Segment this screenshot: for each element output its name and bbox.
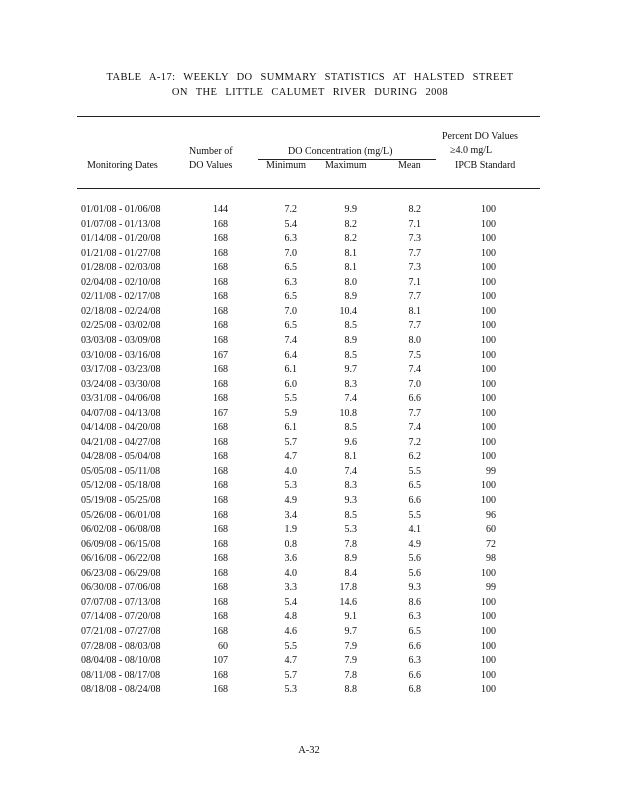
cell-monitoring-dates: 02/11/08 - 02/17/08 bbox=[81, 291, 161, 303]
cell-minimum: 6.3 bbox=[284, 233, 297, 245]
cell-monitoring-dates: 05/05/08 - 05/11/08 bbox=[81, 465, 161, 477]
cell-number-of-values: 168 bbox=[213, 567, 228, 579]
cell-mean: 6.6 bbox=[408, 495, 421, 506]
cell-percent-standard: 72 bbox=[486, 538, 496, 550]
cell-maximum: 7.9 bbox=[344, 640, 357, 652]
header-number-line1: Number of bbox=[189, 146, 233, 157]
cell-monitoring-dates: 06/09/08 - 06/15/08 bbox=[81, 538, 161, 550]
cell-number-of-values: 168 bbox=[213, 451, 228, 463]
cell-number-of-values: 168 bbox=[213, 422, 228, 434]
cell-mean: 7.4 bbox=[408, 364, 421, 376]
cell-maximum: 8.5 bbox=[344, 422, 357, 434]
cell-monitoring-dates: 03/24/08 - 03/30/08 bbox=[81, 378, 161, 390]
cell-percent-standard: 100 bbox=[481, 596, 496, 608]
cell-monitoring-dates: 02/25/08 - 03/02/08 bbox=[81, 320, 161, 332]
cell-monitoring-dates: 04/14/08 - 04/20/08 bbox=[81, 422, 161, 434]
cell-mean: 6.8 bbox=[408, 684, 421, 696]
cell-monitoring-dates: 03/03/08 - 03/09/08 bbox=[81, 334, 161, 346]
cell-mean: 7.1 bbox=[408, 276, 421, 288]
cell-number-of-values: 168 bbox=[213, 582, 228, 594]
cell-maximum: 9.1 bbox=[344, 611, 357, 623]
cell-minimum: 5.5 bbox=[284, 393, 297, 405]
cell-monitoring-dates: 07/21/08 - 07/27/08 bbox=[81, 625, 161, 637]
cell-number-of-values: 168 bbox=[213, 364, 228, 376]
cell-number-of-values: 168 bbox=[213, 596, 228, 608]
cell-mean: 7.4 bbox=[408, 422, 421, 434]
header-maximum: Maximum bbox=[325, 160, 367, 171]
cell-minimum: 5.7 bbox=[284, 436, 297, 448]
header-minimum: Minimum bbox=[266, 160, 307, 171]
cell-maximum: 8.3 bbox=[344, 378, 357, 390]
cell-number-of-values: 168 bbox=[213, 233, 228, 245]
cell-mean: 8.1 bbox=[408, 305, 421, 317]
cell-percent-standard: 100 bbox=[481, 262, 496, 274]
cell-maximum: 8.5 bbox=[344, 349, 357, 361]
cell-minimum: 7.0 bbox=[284, 305, 297, 317]
cell-mean: 6.5 bbox=[408, 480, 421, 492]
cell-percent-standard: 100 bbox=[481, 451, 496, 463]
cell-monitoring-dates: 02/04/08 - 02/10/08 bbox=[81, 276, 161, 288]
cell-monitoring-dates: 07/28/08 - 08/03/08 bbox=[81, 640, 161, 652]
cell-number-of-values: 168 bbox=[213, 320, 228, 332]
cell-mean: 6.3 bbox=[408, 655, 421, 667]
cell-number-of-values: 168 bbox=[213, 684, 228, 696]
cell-maximum: 8.2 bbox=[344, 218, 357, 230]
cell-minimum: 6.1 bbox=[284, 422, 297, 434]
cell-monitoring-dates: 08/18/08 - 08/24/08 bbox=[81, 684, 161, 696]
cell-maximum: 8.9 bbox=[344, 334, 357, 346]
cell-minimum: 0.8 bbox=[284, 538, 297, 550]
cell-number-of-values: 168 bbox=[213, 393, 228, 405]
cell-maximum: 7.8 bbox=[344, 538, 357, 550]
cell-minimum: 6.0 bbox=[284, 378, 297, 390]
cell-mean: 6.5 bbox=[408, 625, 421, 637]
cell-minimum: 5.3 bbox=[284, 480, 297, 492]
cell-percent-standard: 100 bbox=[481, 655, 496, 667]
cell-monitoring-dates: 05/12/08 - 05/18/08 bbox=[81, 480, 161, 492]
cell-mean: 7.3 bbox=[408, 233, 421, 245]
cell-percent-standard: 100 bbox=[481, 320, 496, 332]
cell-mean: 9.3 bbox=[408, 582, 421, 594]
header-mean: Mean bbox=[398, 160, 421, 171]
cell-minimum: 5.4 bbox=[284, 218, 297, 230]
cell-percent-standard: 100 bbox=[481, 393, 496, 405]
cell-maximum: 8.9 bbox=[344, 553, 357, 565]
cell-minimum: 4.7 bbox=[284, 655, 297, 667]
cell-minimum: 5.9 bbox=[284, 407, 297, 419]
cell-number-of-values: 168 bbox=[213, 276, 228, 288]
cell-number-of-values: 168 bbox=[213, 334, 228, 346]
cell-maximum: 8.0 bbox=[344, 276, 357, 288]
cell-monitoring-dates: 03/10/08 - 03/16/08 bbox=[81, 349, 161, 361]
cell-number-of-values: 168 bbox=[213, 553, 228, 565]
cell-percent-standard: 100 bbox=[481, 204, 496, 215]
cell-maximum: 14.6 bbox=[339, 596, 357, 608]
cell-monitoring-dates: 07/07/08 - 07/13/08 bbox=[81, 596, 161, 608]
cell-monitoring-dates: 07/14/08 - 07/20/08 bbox=[81, 611, 161, 623]
cell-mean: 7.2 bbox=[408, 436, 421, 448]
cell-percent-standard: 100 bbox=[481, 567, 496, 579]
cell-maximum: 10.4 bbox=[339, 305, 357, 317]
cell-minimum: 4.6 bbox=[284, 625, 297, 637]
cell-monitoring-dates: 03/31/08 - 04/06/08 bbox=[81, 393, 161, 405]
cell-percent-standard: 100 bbox=[481, 640, 496, 652]
cell-mean: 6.3 bbox=[408, 611, 421, 623]
cell-mean: 7.1 bbox=[408, 218, 421, 230]
cell-percent-standard: 99 bbox=[486, 465, 496, 477]
cell-mean: 7.3 bbox=[408, 262, 421, 274]
cell-maximum: 8.1 bbox=[344, 247, 357, 259]
cell-maximum: 8.5 bbox=[344, 509, 357, 521]
cell-minimum: 5.3 bbox=[284, 684, 297, 696]
cell-number-of-values: 107 bbox=[213, 655, 228, 667]
header-bottom-rule bbox=[77, 188, 540, 189]
cell-mean: 6.6 bbox=[408, 669, 421, 681]
cell-monitoring-dates: 06/16/08 - 06/22/08 bbox=[81, 553, 161, 565]
cell-mean: 4.1 bbox=[408, 524, 421, 536]
table-top-rule bbox=[77, 116, 540, 117]
cell-percent-standard: 100 bbox=[481, 305, 496, 317]
cell-number-of-values: 168 bbox=[213, 291, 228, 303]
cell-minimum: 7.0 bbox=[284, 247, 297, 259]
cell-minimum: 4.7 bbox=[284, 451, 297, 463]
cell-mean: 6.2 bbox=[408, 451, 421, 463]
cell-monitoring-dates: 01/21/08 - 01/27/08 bbox=[81, 247, 161, 259]
cell-minimum: 3.4 bbox=[284, 509, 297, 521]
cell-percent-standard: 100 bbox=[481, 364, 496, 376]
cell-percent-standard: 100 bbox=[481, 276, 496, 288]
cell-number-of-values: 168 bbox=[213, 218, 228, 230]
cell-mean: 7.5 bbox=[408, 349, 421, 361]
cell-maximum: 9.3 bbox=[344, 495, 357, 506]
cell-percent-standard: 100 bbox=[481, 611, 496, 623]
cell-number-of-values: 168 bbox=[213, 465, 228, 477]
cell-number-of-values: 168 bbox=[213, 436, 228, 448]
cell-percent-standard: 100 bbox=[481, 291, 496, 303]
page-number: A-32 bbox=[298, 745, 320, 756]
cell-percent-standard: 100 bbox=[481, 349, 496, 361]
cell-minimum: 7.4 bbox=[284, 334, 297, 346]
cell-mean: 5.6 bbox=[408, 567, 421, 579]
cell-mean: 6.6 bbox=[408, 640, 421, 652]
cell-maximum: 10.8 bbox=[339, 407, 357, 419]
cell-number-of-values: 168 bbox=[213, 305, 228, 317]
header-percent-line2: ≥4.0 mg/L bbox=[450, 145, 493, 156]
cell-minimum: 4.0 bbox=[284, 567, 297, 579]
cell-monitoring-dates: 03/17/08 - 03/23/08 bbox=[81, 364, 161, 376]
cell-percent-standard: 100 bbox=[481, 378, 496, 390]
cell-percent-standard: 100 bbox=[481, 684, 496, 696]
cell-percent-standard: 100 bbox=[481, 334, 496, 346]
header-monitoring-dates: Monitoring Dates bbox=[87, 160, 158, 171]
cell-mean: 7.7 bbox=[408, 320, 421, 332]
cell-number-of-values: 168 bbox=[213, 524, 228, 536]
cell-minimum: 6.4 bbox=[284, 349, 297, 361]
cell-monitoring-dates: 06/30/08 - 07/06/08 bbox=[81, 582, 161, 594]
cell-maximum: 7.8 bbox=[344, 669, 357, 681]
cell-maximum: 8.8 bbox=[344, 684, 357, 696]
cell-monitoring-dates: 04/28/08 - 05/04/08 bbox=[81, 451, 161, 463]
cell-minimum: 1.9 bbox=[284, 524, 297, 536]
cell-mean: 6.6 bbox=[408, 393, 421, 405]
cell-number-of-values: 168 bbox=[213, 669, 228, 681]
cell-maximum: 8.1 bbox=[344, 451, 357, 463]
cell-percent-standard: 100 bbox=[481, 495, 496, 506]
cell-maximum: 8.2 bbox=[344, 233, 357, 245]
cell-percent-standard: 100 bbox=[481, 233, 496, 245]
table-title-line2: ON THE LITTLE CALUMET RIVER DURING 2008 bbox=[171, 87, 449, 98]
cell-maximum: 5.3 bbox=[344, 524, 357, 536]
cell-minimum: 5.7 bbox=[284, 669, 297, 681]
cell-number-of-values: 60 bbox=[218, 640, 228, 652]
cell-maximum: 9.7 bbox=[344, 364, 357, 376]
cell-minimum: 5.5 bbox=[284, 640, 297, 652]
cell-mean: 8.2 bbox=[408, 204, 421, 215]
cell-maximum: 8.4 bbox=[344, 567, 357, 579]
cell-maximum: 9.7 bbox=[344, 625, 357, 637]
cell-monitoring-dates: 02/18/08 - 02/24/08 bbox=[81, 305, 161, 317]
cell-mean: 5.6 bbox=[408, 553, 421, 565]
cell-monitoring-dates: 04/07/08 - 04/13/08 bbox=[81, 407, 161, 419]
cell-percent-standard: 100 bbox=[481, 669, 496, 681]
cell-percent-standard: 100 bbox=[481, 625, 496, 637]
cell-maximum: 7.4 bbox=[344, 393, 357, 405]
cell-monitoring-dates: 01/28/08 - 02/03/08 bbox=[81, 262, 161, 274]
cell-maximum: 7.4 bbox=[344, 465, 357, 477]
cell-monitoring-dates: 06/02/08 - 06/08/08 bbox=[81, 524, 161, 536]
cell-mean: 7.7 bbox=[408, 247, 421, 259]
cell-minimum: 6.5 bbox=[284, 291, 297, 303]
cell-number-of-values: 168 bbox=[213, 538, 228, 550]
cell-monitoring-dates: 05/19/08 - 05/25/08 bbox=[81, 495, 161, 506]
cell-maximum: 7.9 bbox=[344, 655, 357, 667]
cell-number-of-values: 168 bbox=[213, 247, 228, 259]
cell-mean: 7.7 bbox=[408, 407, 421, 419]
cell-number-of-values: 168 bbox=[213, 625, 228, 637]
cell-percent-standard: 100 bbox=[481, 407, 496, 419]
cell-mean: 4.9 bbox=[408, 538, 421, 550]
cell-monitoring-dates: 08/11/08 - 08/17/08 bbox=[81, 669, 161, 681]
cell-percent-standard: 96 bbox=[486, 509, 496, 521]
cell-monitoring-dates: 01/07/08 - 01/13/08 bbox=[81, 218, 161, 230]
cell-maximum: 17.8 bbox=[339, 582, 357, 594]
cell-minimum: 4.9 bbox=[284, 495, 297, 506]
cell-minimum: 6.1 bbox=[284, 364, 297, 376]
cell-monitoring-dates: 06/23/08 - 06/29/08 bbox=[81, 567, 161, 579]
cell-number-of-values: 168 bbox=[213, 495, 228, 506]
table-title-line1: TABLE A-17: WEEKLY DO SUMMARY STATISTICS AT HALSTED STREET bbox=[106, 72, 514, 83]
cell-mean: 5.5 bbox=[408, 465, 421, 477]
cell-number-of-values: 168 bbox=[213, 378, 228, 390]
cell-number-of-values: 168 bbox=[213, 480, 228, 492]
header-percent-line1: Percent DO Values bbox=[442, 131, 518, 142]
cell-monitoring-dates: 08/04/08 - 08/10/08 bbox=[81, 655, 161, 667]
cell-minimum: 6.5 bbox=[284, 262, 297, 274]
header-number-line2: DO Values bbox=[189, 160, 233, 171]
cell-mean: 5.5 bbox=[408, 509, 421, 521]
cell-number-of-values: 167 bbox=[213, 349, 228, 361]
cell-minimum: 3.6 bbox=[284, 553, 297, 565]
cell-minimum: 7.2 bbox=[284, 204, 297, 215]
cell-minimum: 4.0 bbox=[284, 465, 297, 477]
cell-monitoring-dates: 04/21/08 - 04/27/08 bbox=[81, 436, 161, 448]
cell-percent-standard: 100 bbox=[481, 247, 496, 259]
cell-number-of-values: 167 bbox=[213, 407, 228, 419]
cell-number-of-values: 168 bbox=[213, 611, 228, 623]
cell-maximum: 8.3 bbox=[344, 480, 357, 492]
cell-percent-standard: 100 bbox=[481, 480, 496, 492]
cell-minimum: 6.5 bbox=[284, 320, 297, 332]
cell-monitoring-dates: 01/14/08 - 01/20/08 bbox=[81, 233, 161, 245]
cell-number-of-values: 144 bbox=[213, 204, 228, 215]
cell-percent-standard: 100 bbox=[481, 218, 496, 230]
cell-number-of-values: 168 bbox=[213, 509, 228, 521]
header-do-concentration: DO Concentration (mg/L) bbox=[288, 146, 393, 157]
header-percent-line3: IPCB Standard bbox=[455, 160, 516, 171]
cell-minimum: 3.3 bbox=[284, 582, 297, 594]
cell-maximum: 9.6 bbox=[344, 436, 357, 448]
cell-minimum: 4.8 bbox=[284, 611, 297, 623]
cell-percent-standard: 60 bbox=[486, 524, 496, 536]
cell-percent-standard: 100 bbox=[481, 422, 496, 434]
cell-maximum: 8.9 bbox=[344, 291, 357, 303]
cell-number-of-values: 168 bbox=[213, 262, 228, 274]
cell-mean: 8.0 bbox=[408, 334, 421, 346]
cell-monitoring-dates: 05/26/08 - 06/01/08 bbox=[81, 509, 161, 521]
cell-mean: 7.7 bbox=[408, 291, 421, 303]
cell-percent-standard: 100 bbox=[481, 436, 496, 448]
cell-maximum: 8.5 bbox=[344, 320, 357, 332]
cell-mean: 7.0 bbox=[408, 378, 421, 390]
cell-percent-standard: 99 bbox=[486, 582, 496, 594]
cell-maximum: 9.9 bbox=[344, 204, 357, 215]
cell-monitoring-dates: 01/01/08 - 01/06/08 bbox=[81, 204, 161, 215]
cell-mean: 8.6 bbox=[408, 596, 421, 608]
cell-minimum: 5.4 bbox=[284, 596, 297, 608]
cell-minimum: 6.3 bbox=[284, 276, 297, 288]
cell-maximum: 8.1 bbox=[344, 262, 357, 274]
cell-percent-standard: 98 bbox=[486, 553, 496, 565]
